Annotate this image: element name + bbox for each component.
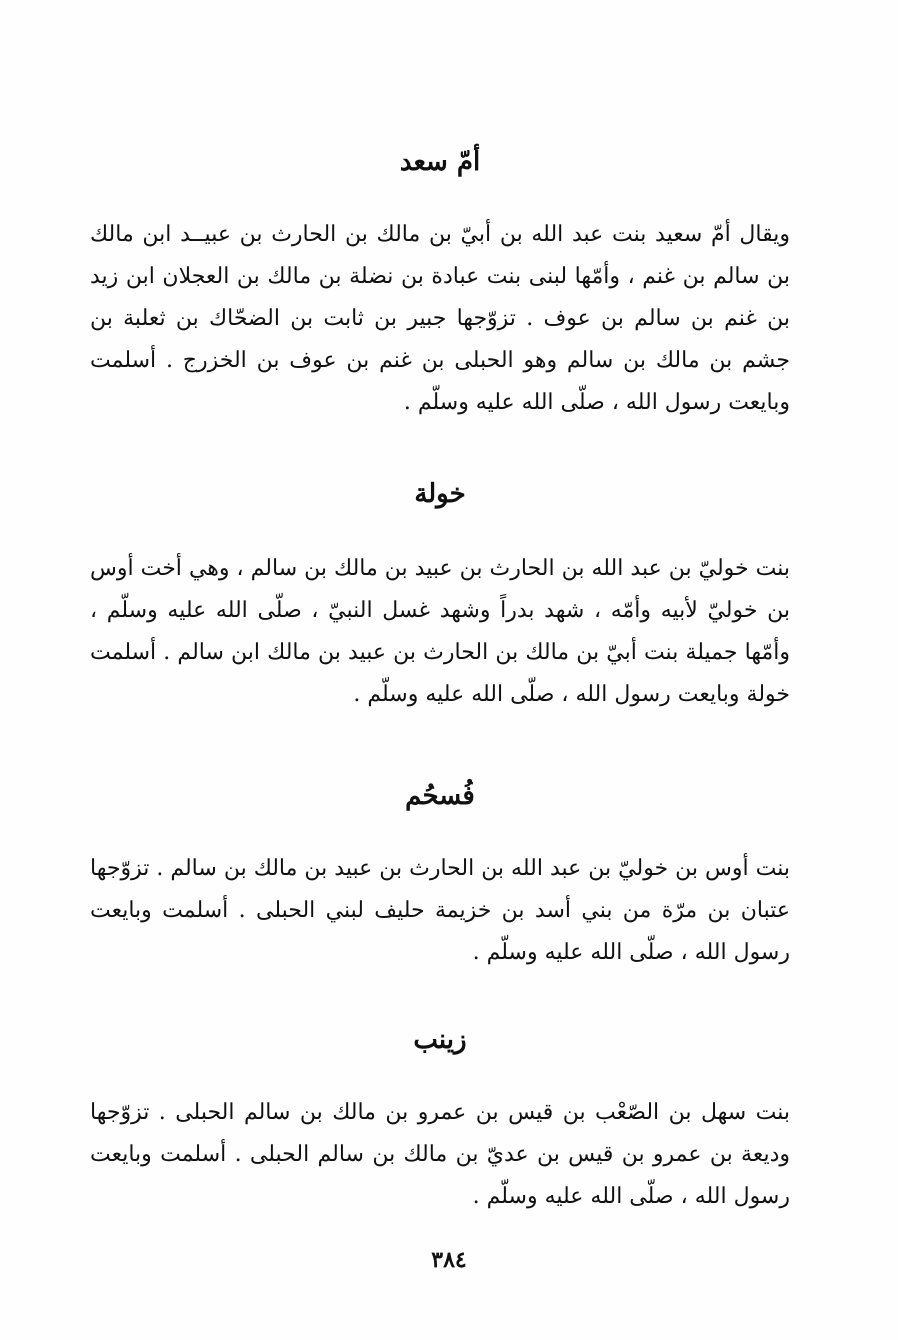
page-number: ٣٨٤	[431, 1247, 467, 1273]
section-heading-khawla: خولة	[414, 479, 466, 509]
section-heading-umm-saad: أمّ سعد	[399, 147, 481, 177]
section-heading-zaynab: زينب	[413, 1025, 467, 1055]
section-paragraph-zaynab: بنت سهل بن الصّعْب بن قيس بن عمرو بن مالك بن سالم الحبلى . تزوّجها وديعة بن عمرو بن قيس بن عديّ بن مالك بن سالم الحبلى . أسلمت وبايعت رسول الله ، صلّى الله عليه وسلّم .	[90, 1100, 790, 1209]
section-paragraph-fusham: بنت أوس بن خوليّ بن عبد الله بن الحارث بن عبيد بن مالك بن سالم . تزوّجها عتبان بن مرّة من بني أسد بن خزيمة حليف لبني الحبلى . أسلمت وبايعت رسول الله ، صلّى الله عليه وسلّم .	[90, 856, 790, 965]
section-heading-fusham: فُسحُم	[405, 781, 475, 811]
section-paragraph-umm-saad: ويقال أمّ سعيد بنت عبد الله بن أبيّ بن مالك بن الحارث بن عبيــد ابن مالك بن سالم بن غنم ، وأمّها لبنى بنت عبادة بن نضلة بن مالك بن العجلان ابن زيد بن غنم بن سالم بن عوف . تزوّجها جبير بن ثابت بن الضحّاك بن ثعلبة بن جشم بن مالك بن سالم وهو الحبلى بن غنم بن عوف بن الخزرج . أسلمت وبايعت رسول الله ، صلّى الله عليه وسلّم .	[90, 222, 790, 415]
section-paragraph-khawla: بنت خوليّ بن عبد الله بن الحارث بن عبيد بن مالك بن سالم ، وهي أخت أوس بن خوليّ لأبيه وأمّه ، شهد بدراً وشهد غسل النبيّ ، صلّى الله عليه وسلّم ، وأمّها جميلة بنت أبيّ بن مالك بن الحارث بن عبيد بن مالك ابن سالم . أسلمت خولة وبايعت رسول الله ، صلّى الله عليه وسلّم .	[90, 556, 790, 707]
